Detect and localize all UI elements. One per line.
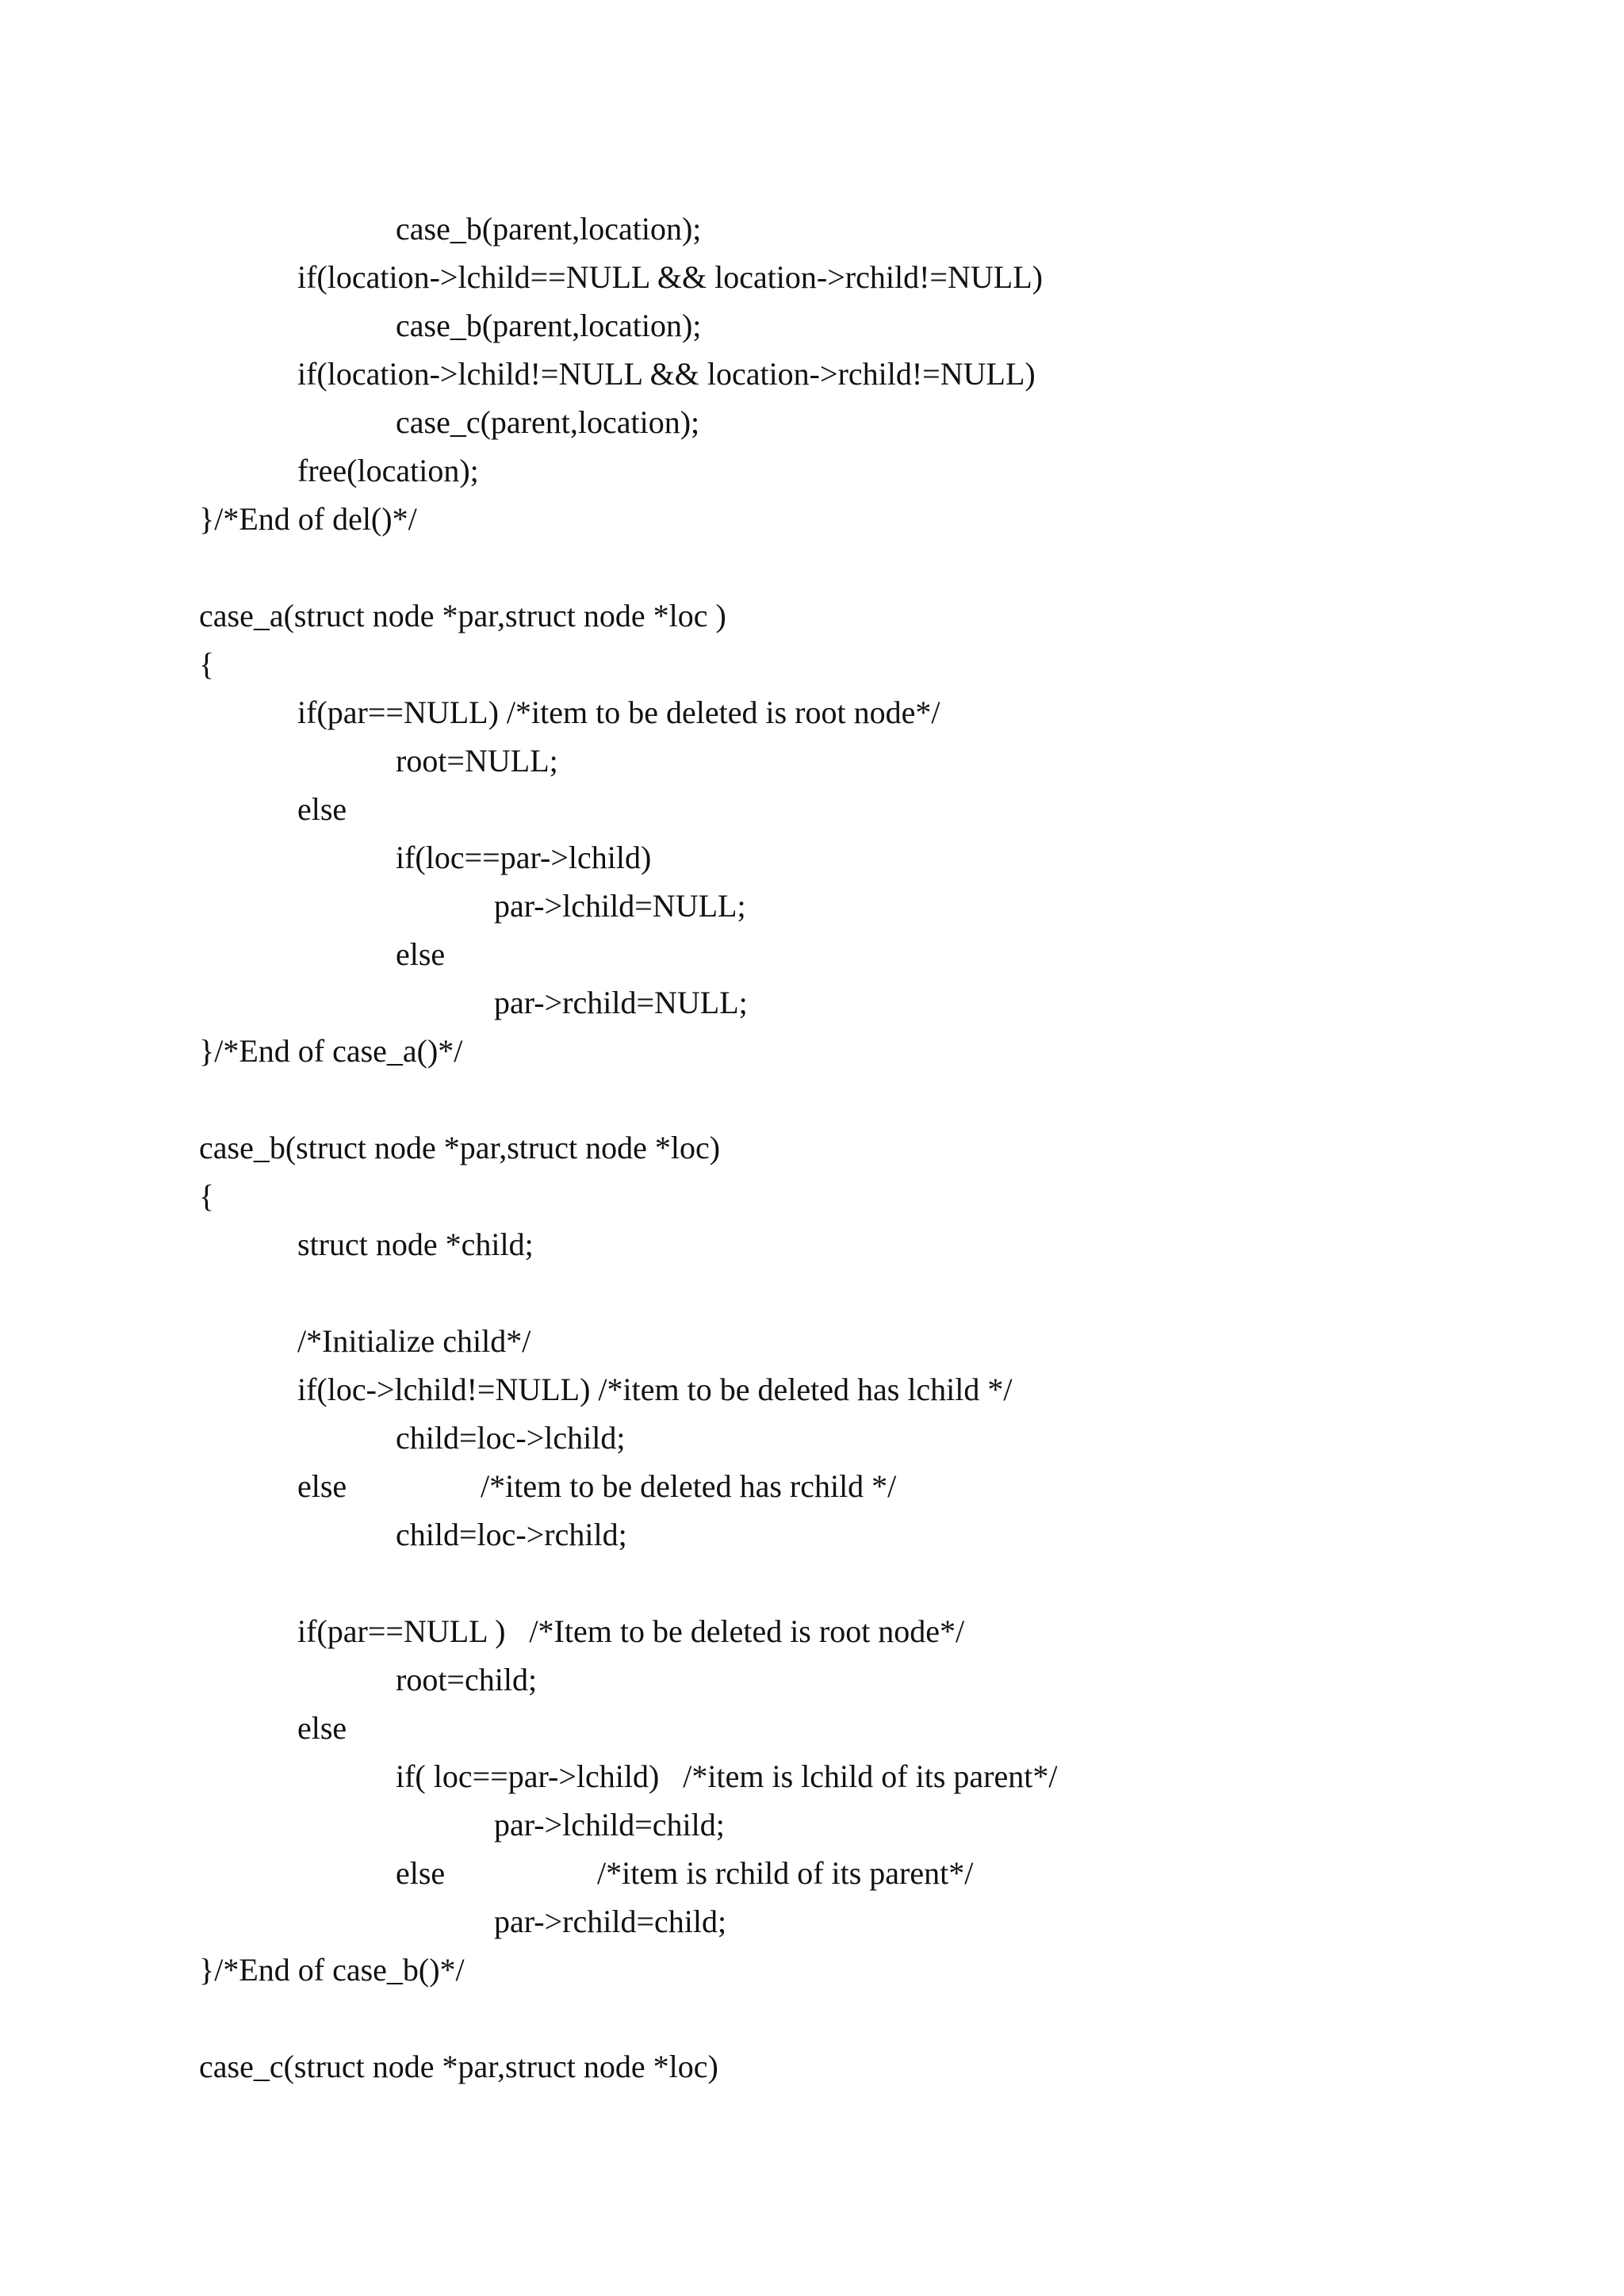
code-line [199,1027,1547,1075]
code-line [199,446,1547,495]
code-text: { [199,646,215,682]
code-text: child=loc->lchild; [396,1420,626,1456]
code-line [199,301,1547,350]
code-line [199,1462,1547,1510]
code-text: else [396,936,446,972]
code-line [199,1365,1547,1414]
code-text: if( loc==par->lchild) /*item is lchild of its parent*/ [396,1758,1058,1794]
code-text: child=loc->rchild; [396,1517,627,1552]
code-line [199,1607,1547,1655]
code-line [199,1752,1547,1800]
code-line [199,1220,1547,1269]
code-text: if(loc==par->lchild) [396,840,652,875]
code-text: case_b(parent,location); [396,308,702,343]
code-text: else [297,791,347,827]
code-text: par->lchild=NULL; [494,888,746,924]
code-line [199,1123,1547,1172]
code-line [199,253,1547,301]
code-line [199,737,1547,785]
code-line [199,833,1547,882]
code-line [199,495,1547,543]
code-text: par->lchild=child; [494,1807,725,1843]
code-text: case_c(parent,location); [396,404,700,440]
code-text: if(location->lchild!=NULL && location->rchild!=NULL) [297,356,1036,392]
blank-line [199,1994,1547,2042]
code-line [199,1655,1547,1704]
code-line [199,1317,1547,1365]
code-comment: /*item to be deleted has rchild */ [481,1468,897,1504]
code-text: else [396,1855,446,1891]
code-line [199,205,1547,253]
code-line [199,785,1547,833]
code-text: case_b(parent,location); [396,211,702,247]
code-line [199,1946,1547,1994]
code-text: root=NULL; [396,743,558,779]
blank-line [199,1559,1547,1607]
code-line [199,1172,1547,1220]
code-line [199,398,1547,446]
code-listing [199,205,1547,2091]
code-text: par->rchild=NULL; [494,985,748,1020]
code-line [199,1510,1547,1559]
code-text: }/*End of case_b()*/ [199,1952,465,1988]
code-text: else [297,1468,347,1504]
code-line [199,2042,1547,2091]
code-text: root=child; [396,1662,538,1697]
code-text: struct node *child; [297,1226,534,1262]
code-text: par->rchild=child; [494,1904,727,1939]
code-text: else [297,1710,347,1746]
code-line [199,1800,1547,1849]
code-line [199,930,1547,978]
code-text: free(location); [297,453,479,488]
code-text: /*Initialize child*/ [297,1323,531,1359]
code-text: case_a(struct node *par,struct node *loc ) [199,598,726,633]
code-line [199,1849,1547,1897]
code-text: { [199,1178,215,1214]
code-line [199,882,1547,930]
code-line [199,978,1547,1027]
code-line [199,1704,1547,1752]
code-comment: /*item is rchild of its parent*/ [597,1855,974,1891]
code-line [199,591,1547,640]
code-text: }/*End of del()*/ [199,501,417,537]
code-text: if(par==NULL ) /*Item to be deleted is root node*/ [297,1613,965,1649]
code-line [199,688,1547,737]
code-line [199,350,1547,398]
code-line [199,1414,1547,1462]
code-line [199,640,1547,688]
blank-line [199,1075,1547,1123]
code-line [199,1897,1547,1946]
code-text: case_c(struct node *par,struct node *loc) [199,2049,718,2084]
blank-line [199,543,1547,591]
code-text: if(par==NULL) /*item to be deleted is root node*/ [297,695,940,730]
code-text: }/*End of case_a()*/ [199,1033,463,1069]
blank-line [199,1269,1547,1317]
code-text: case_b(struct node *par,struct node *loc) [199,1130,721,1165]
code-text: if(loc->lchild!=NULL) /*item to be deleted has lchild */ [297,1372,1013,1407]
code-text: if(location->lchild==NULL && location->rchild!=NULL) [297,259,1043,295]
